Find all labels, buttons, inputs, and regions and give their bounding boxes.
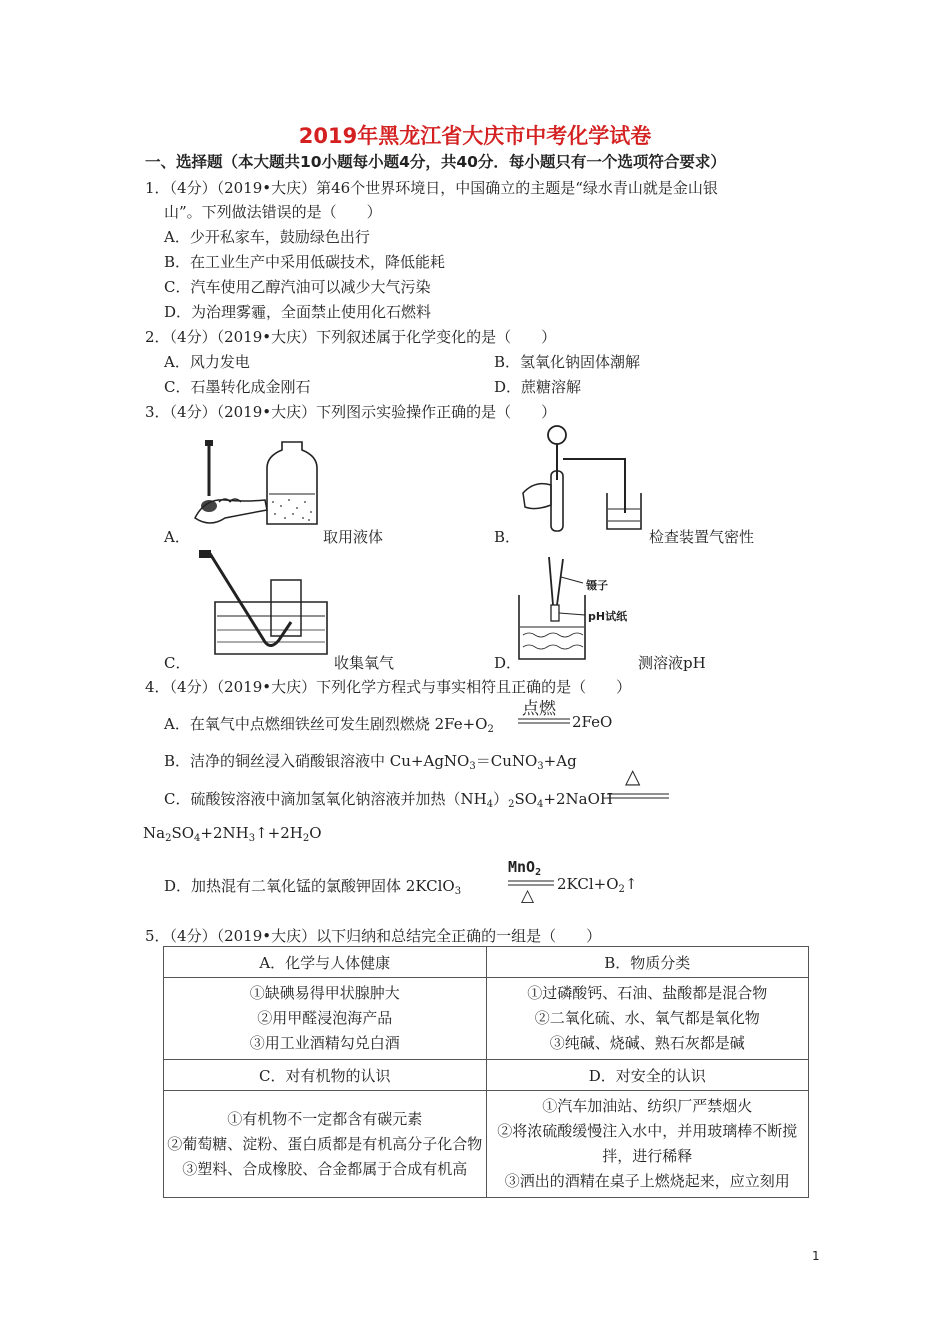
q5-cell-d	[486, 1091, 809, 1198]
q3-option-a-label: 取用液体	[323, 528, 384, 546]
q3-option-a-letter: A．	[164, 528, 190, 546]
q3-figure-a	[185, 438, 325, 533]
q5-stem: 5．（4分）（2019•大庆）以下归纳和总结完全正确的一组是（ ）	[145, 927, 602, 945]
q4-d-product: $2KCl+O_2↑$	[557, 875, 638, 895]
q5-b-item-3: ③纯碱、烧碱、熟石灰都是碱	[549, 1034, 745, 1052]
q5-c-item-3: ③塑料、合成橡胶、合金都属于合成有机高	[182, 1159, 468, 1178]
q5-cell-a	[164, 978, 487, 1060]
q5-cell-c	[164, 1091, 487, 1198]
q5-b-item-2: ②二氧化硫、水、氧气都是氧化物	[534, 1009, 760, 1027]
q2-option-a: A．风力发电	[164, 353, 250, 371]
q5-a-item-3: ③用工业酒精勾兑白酒	[249, 1034, 400, 1052]
q4-c-heat-condition: △	[625, 764, 641, 788]
q5-c-item-1: ①有机物不一定都含有碳元素	[227, 1109, 423, 1128]
q4-option-a: A．在氧气中点燃细铁丝可发生剧烈燃烧 $2Fe+O_2$	[164, 715, 494, 735]
section-heading: 一、选择题（本大题共10小题每小题4分，共40分．每小题只有一个选项符合要求）	[145, 153, 726, 171]
q2-stem: 2．（4分）（2019•大庆）下列叙述属于化学变化的是（ ）	[145, 328, 557, 346]
q5-header-d: D．对安全的认识	[486, 1060, 809, 1091]
q4-d-heat-condition: △	[521, 886, 535, 906]
q2-option-b: B．氢氧化钠固体潮解	[494, 353, 641, 371]
q5-a-item-1: ①缺碘易得甲状腺肿大	[249, 984, 400, 1002]
q5-d-item-2: ②将浓硫酸缓慢注入水中，并用玻璃棒不断搅拌，进行稀释	[497, 1122, 798, 1165]
q5-header-c: C．对有机物的认识	[164, 1060, 487, 1091]
q2-option-d: D．蔗糖溶解	[494, 378, 582, 396]
q1-option-b: B．在工业生产中采用低碳技术，降低能耗	[164, 253, 446, 271]
q4-stem: 4．（4分）（2019•大庆）下列化学方程式与事实相符且正确的是（ ）	[145, 678, 632, 696]
q3-option-d-letter: D．	[494, 654, 522, 672]
q5-b-item-1: ①过磷酸钙、石油、盐酸都是混合物	[527, 984, 768, 1002]
q4-a-product: 2FeO	[572, 713, 613, 731]
q5-c-item-2: ②葡萄糖、淀粉、蛋白质都是有机高分子化合物	[167, 1134, 483, 1153]
q3-option-b-letter: B．	[494, 528, 521, 546]
q1-option-d: D．为治理雾霾，全面禁止使用化石燃料	[164, 303, 432, 321]
q3-stem: 3．（4分）（2019•大庆）下列图示实验操作正确的是（ ）	[145, 403, 557, 421]
q1-option-a: A．少开私家车，鼓励绿色出行	[164, 228, 370, 246]
q3-option-c-label: 收集氧气	[334, 654, 395, 672]
q1-option-c: C．汽车使用乙醇汽油可以减少大气污染	[164, 278, 431, 296]
q5-table	[163, 946, 809, 1198]
q4-option-d: D．加热混有二氧化锰的氯酸钾固体 2KClO$_3$	[164, 877, 462, 897]
q4-a-equals-sign	[518, 718, 570, 726]
q3-option-d-label: 测溶液pH	[638, 654, 706, 672]
q4-a-condition: 点燃	[522, 699, 556, 719]
q4-option-b: B．洁净的铜丝浸入硝酸银溶液中 Cu+AgNO$_3$＝CuNO$_3$+Ag	[164, 752, 577, 772]
q4-c-equals-sign	[607, 793, 669, 801]
q4-d-catalyst: MnO$_2$	[508, 858, 542, 878]
q3-d-ph-paper-label: pH试纸	[588, 610, 628, 623]
q5-d-item-3: ③洒出的酒精在桌子上燃烧起来，应立刻用	[504, 1172, 790, 1190]
q3-figure-b	[515, 425, 645, 535]
q1-stem-line2: 山”。下列做法错误的是（ ）	[164, 203, 382, 221]
q3-option-b-label: 检查装置气密性	[649, 528, 755, 546]
q3-option-c-letter: C．	[164, 654, 191, 672]
q4-option-c-products: $Na_2SO_4+2NH_3↑+2H_2O$	[143, 824, 322, 844]
q1-stem-line1: 1．（4分）（2019•大庆）第46个世界环境日，中国确立的主题是“绿水青山就是金山银	[145, 179, 718, 197]
q5-cell-b	[486, 978, 809, 1060]
q5-d-item-1: ①汽车加油站、纺织厂严禁烟火	[542, 1097, 753, 1115]
page-number: 1	[812, 1249, 820, 1263]
q5-header-a: A．化学与人体健康	[164, 947, 487, 978]
page-title: 2019年黑龙江省大庆市中考化学试卷	[298, 124, 652, 148]
q2-option-c: C．石墨转化成金刚石	[164, 378, 311, 396]
q5-header-b: B．物质分类	[486, 947, 809, 978]
q3-d-tweezers-label: 镊子	[586, 579, 608, 592]
q3-figure-c	[195, 550, 325, 660]
q5-a-item-2: ②用甲醛浸泡海产品	[257, 1009, 393, 1027]
q4-option-c: C．硫酸铵溶液中滴加氢氧化钠溶液并加热$(NH_4)_2SO_4+2NaOH$	[164, 790, 613, 810]
